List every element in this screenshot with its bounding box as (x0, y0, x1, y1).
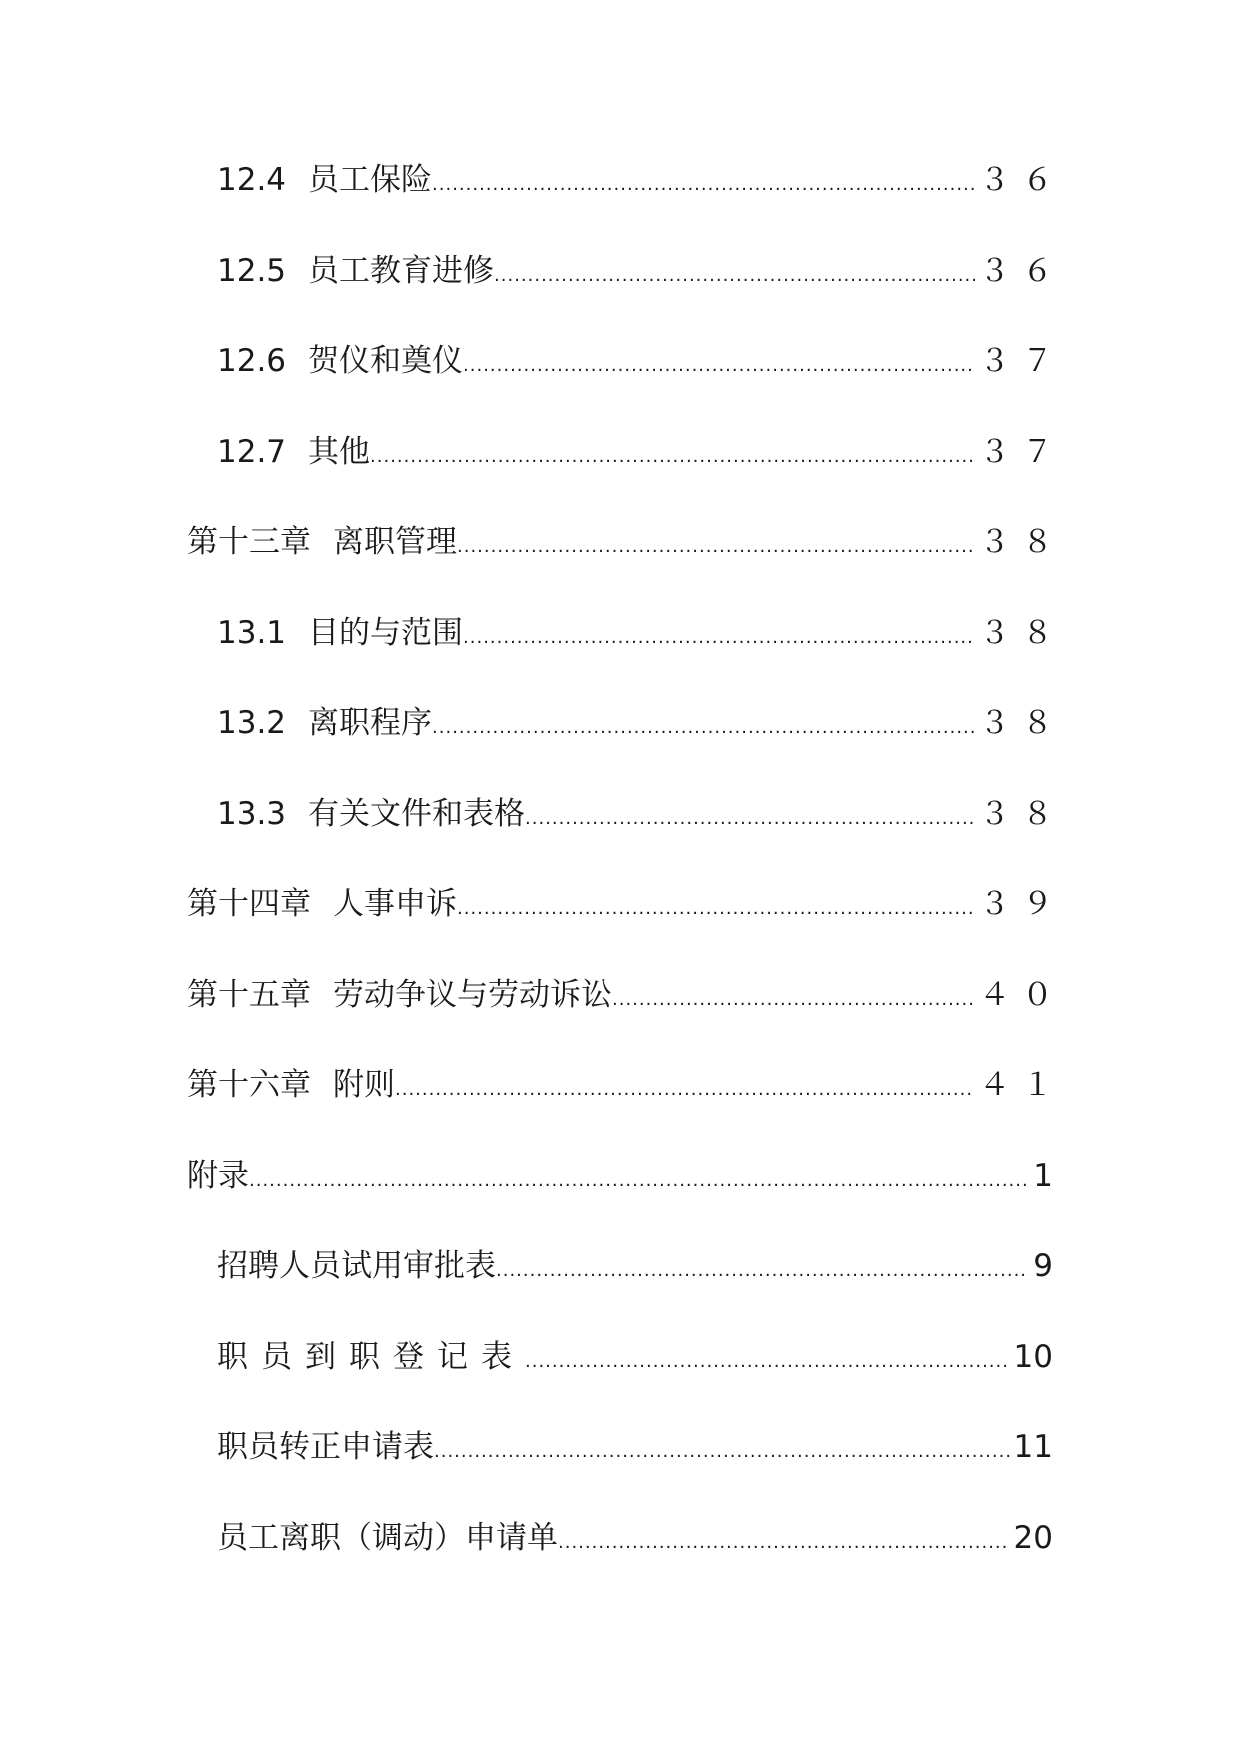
toc-chapter-number: 第十六章 (187, 1067, 311, 1103)
dot-leader (395, 1065, 975, 1110)
toc-entry-title: 其他 (308, 433, 371, 470)
toc-entry-title: 附录 (187, 1157, 249, 1194)
toc-entry-title: 员工离职（调动）申请单 (217, 1519, 558, 1556)
dot-leader (612, 975, 975, 1020)
toc-entry-13-3[interactable] (187, 794, 1065, 885)
toc-page-number: ４０ (979, 976, 1065, 1013)
toc-page-number: 20 (1013, 1519, 1053, 1556)
toc-entry-chapter-14[interactable] (187, 884, 1065, 975)
toc-entry-chapter-16[interactable] (187, 1065, 1065, 1156)
dot-leader (463, 613, 975, 658)
toc-entry-title: 员工教育进修 (308, 252, 495, 289)
toc-page-number: ３７ (979, 343, 1065, 379)
toc-chapter-number: 第十五章 (187, 976, 311, 1013)
toc-entry-title: 离职程序 (308, 705, 433, 741)
toc-entry-number: 12.6 (217, 343, 287, 379)
toc-entry-number: 13.3 (217, 795, 287, 832)
toc-page-number: ３８ (979, 795, 1065, 832)
toc-entry-13-2[interactable] (187, 703, 1065, 794)
toc-entry-12-4[interactable] (187, 160, 1065, 251)
toc-entry-title: 劳动争议与劳动诉讼 (333, 976, 612, 1013)
toc-entry-chapter-13[interactable] (187, 522, 1065, 613)
toc-entry-title: 职员转正申请表 (217, 1429, 434, 1465)
toc-entry-title: 员工保险 (308, 162, 433, 198)
toc-page-number: ３６ (979, 252, 1065, 289)
toc-entry-title: 附则 (333, 1067, 395, 1103)
toc-page-number: ３８ (979, 524, 1065, 560)
toc-page-number: ３７ (979, 433, 1065, 470)
toc-page-number: ３９ (979, 886, 1065, 922)
dot-leader (558, 1518, 1010, 1563)
toc-entry-title: 贺仪和奠仪 (308, 343, 464, 379)
toc-entry-title: 招聘人员试用审批表 (217, 1248, 496, 1284)
toc-page-number: 10 (1013, 1338, 1053, 1375)
toc-entry-trial-approval-form[interactable] (187, 1246, 1053, 1337)
toc-entry-number: 12.4 (217, 162, 287, 198)
toc-entry-12-5[interactable] (187, 251, 1065, 342)
toc-entry-title: 有关文件和表格 (308, 795, 526, 832)
toc-page-number: ３８ (979, 614, 1065, 651)
toc-page-number: 9 (1033, 1248, 1053, 1284)
toc-entry-12-6[interactable] (187, 341, 1065, 432)
dot-leader (496, 1246, 1029, 1291)
dot-leader (525, 794, 975, 839)
toc-page-number: 1 (1033, 1157, 1053, 1194)
toc-page-number: ３８ (979, 705, 1065, 741)
toc-entry-resignation-form[interactable] (187, 1518, 1053, 1609)
toc-chapter-number: 第十四章 (187, 886, 311, 922)
toc-entry-chapter-15[interactable] (187, 975, 1065, 1066)
dot-leader (370, 432, 975, 477)
dot-leader (457, 522, 975, 567)
dot-leader (457, 884, 975, 929)
toc-entry-number: 13.2 (217, 705, 287, 741)
toc-entry-regularization-form[interactable] (187, 1427, 1053, 1518)
dot-leader (249, 1156, 1029, 1201)
toc-entry-13-1[interactable] (187, 613, 1065, 704)
toc-page-number: ４１ (979, 1067, 1065, 1103)
toc-entry-appendix[interactable] (187, 1156, 1053, 1247)
dot-leader (525, 1337, 1010, 1382)
table-of-contents (187, 160, 1065, 1608)
toc-chapter-number: 第十三章 (187, 524, 311, 560)
toc-entry-title: 离职管理 (333, 524, 457, 560)
toc-entry-number: 13.1 (217, 614, 287, 651)
dot-leader (463, 341, 975, 386)
toc-entry-title: 人事申诉 (333, 886, 457, 922)
toc-page-number: ３６ (979, 162, 1065, 198)
dot-leader (434, 1427, 1010, 1472)
dot-leader (432, 703, 975, 748)
toc-entry-title: 目的与范围 (308, 614, 464, 651)
toc-entry-number: 12.5 (217, 252, 287, 289)
toc-entry-onboarding-form[interactable] (187, 1337, 1053, 1428)
toc-page-number: 11 (1013, 1429, 1053, 1465)
toc-entry-number: 12.7 (217, 433, 287, 470)
toc-entry-12-7[interactable] (187, 432, 1065, 523)
dot-leader (494, 251, 975, 296)
dot-leader (432, 160, 975, 205)
toc-entry-title: 职员到职登记表 (217, 1338, 525, 1375)
